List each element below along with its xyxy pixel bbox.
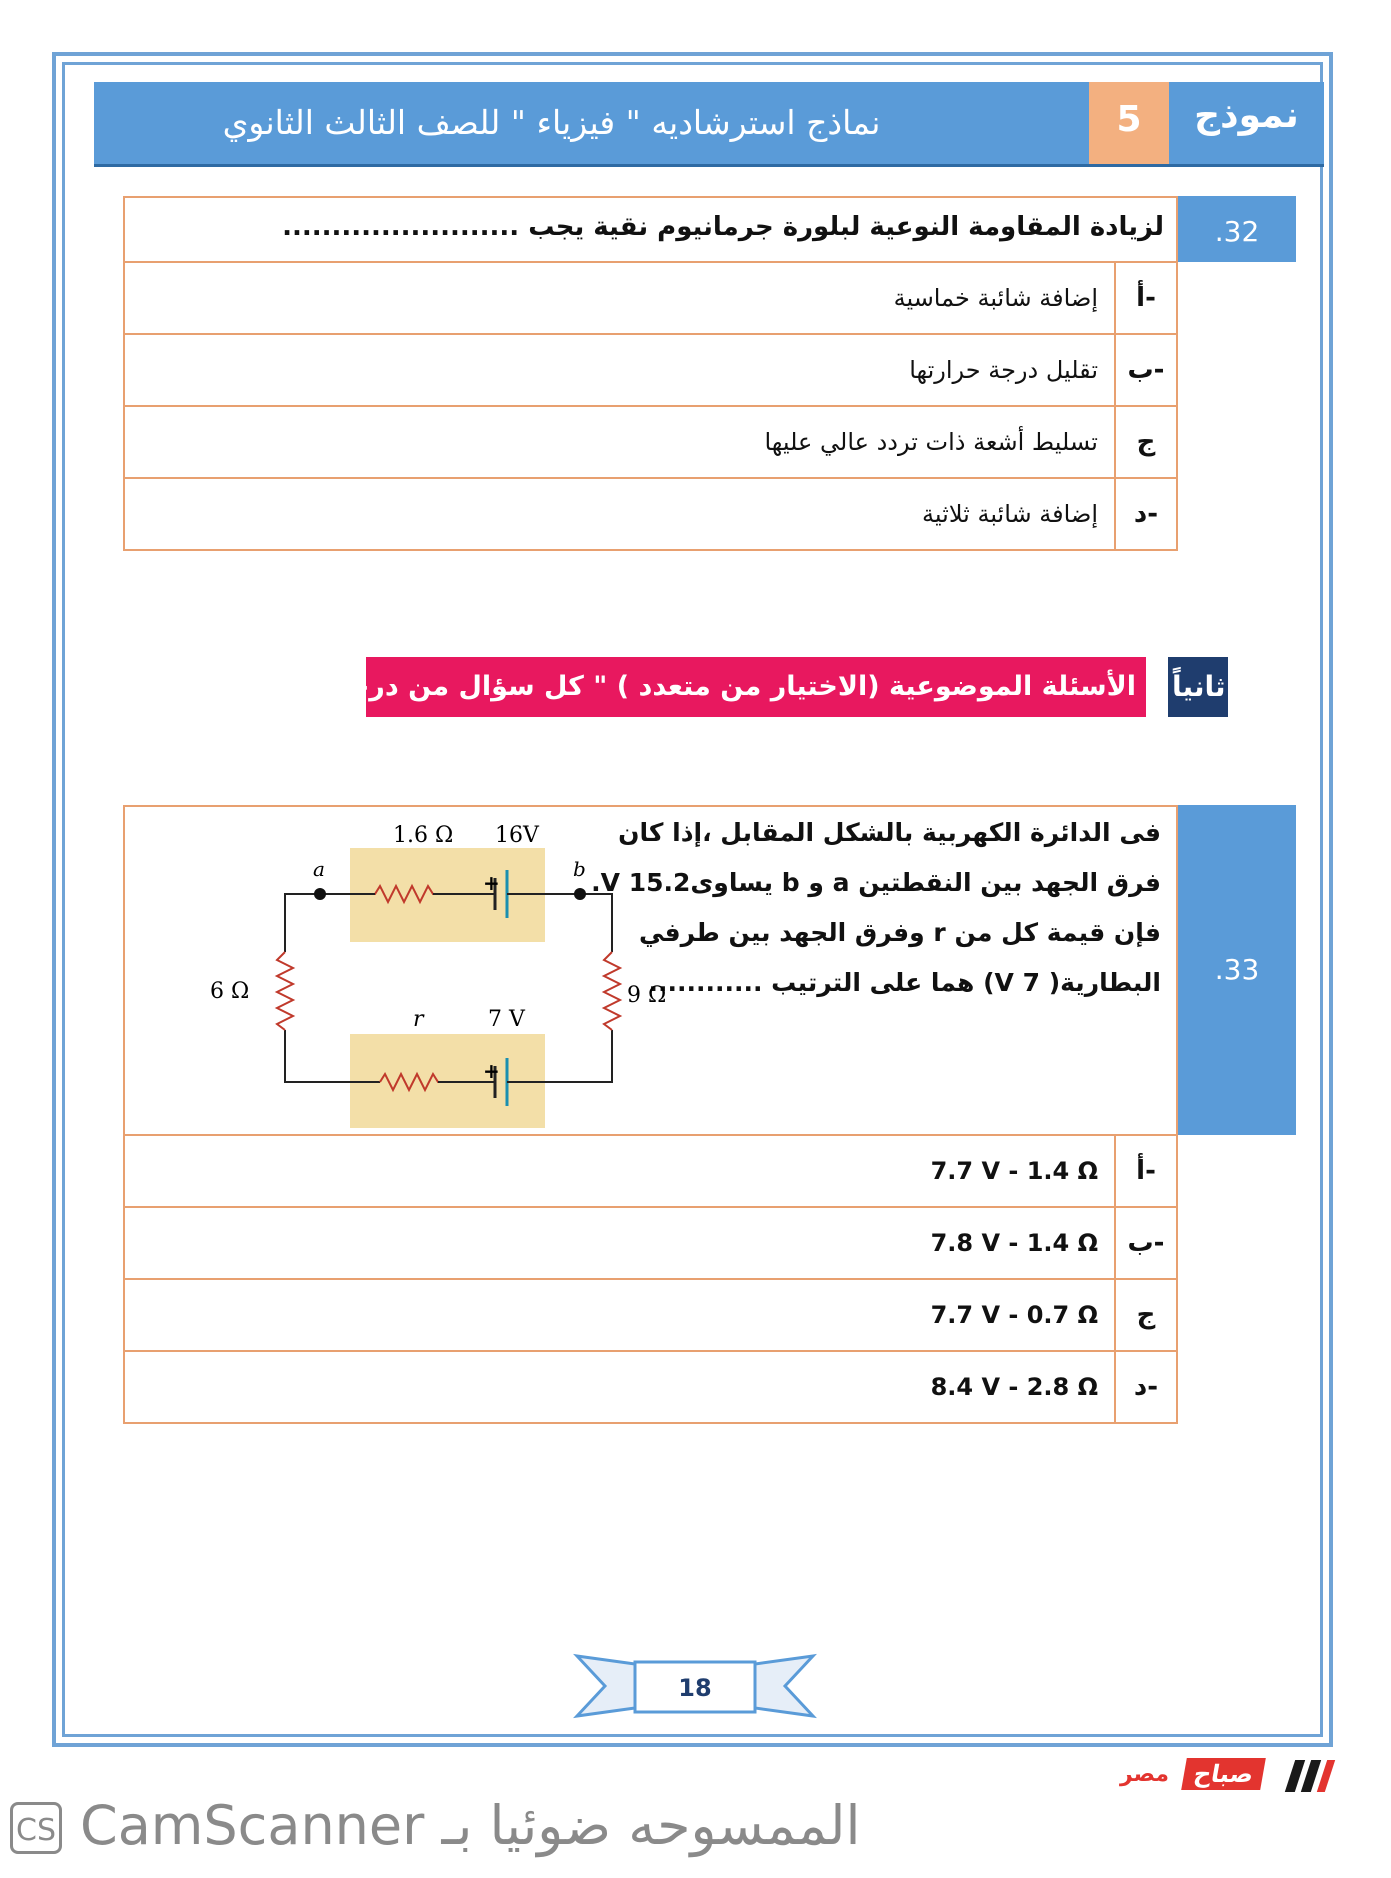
q32-stem-box — [123, 196, 1178, 263]
circuit-diagram — [195, 812, 675, 1132]
label-b: b — [573, 857, 586, 881]
q33-line-1: فى الدائرة الكهربية بالشكل المقابل ،إذا كان — [618, 818, 1161, 847]
option-letter: أ- — [1114, 1136, 1176, 1206]
q33-option-d[interactable] — [123, 1352, 1178, 1424]
q32-option-c[interactable] — [123, 407, 1178, 479]
option-letter: ب- — [1114, 335, 1176, 405]
plus-bottom: + — [483, 1059, 500, 1083]
label-a: a — [313, 857, 325, 881]
page-number: 18 — [678, 1674, 712, 1702]
label-v2: 7 V — [488, 1007, 525, 1032]
option-letter: د- — [1114, 1352, 1176, 1422]
page-header — [94, 82, 1324, 167]
point-b-dot — [574, 888, 586, 900]
q33-line-4: البطارية( 7 V) هما على الترتيب ............ — [648, 968, 1161, 997]
q32-option-a[interactable] — [123, 263, 1178, 335]
label-r: r — [413, 1007, 424, 1032]
resistor-9-ohm — [604, 952, 620, 1030]
option-letter: ب- — [1114, 1208, 1176, 1278]
section-badge: ثانياً — [1168, 657, 1228, 717]
q32-stem: لزيادة المقاومة النوعية لبلورة جرمانيوم نقية يجب ........................ — [282, 212, 1164, 242]
q32-number: .32 — [1178, 196, 1296, 262]
q33-option-a[interactable] — [123, 1136, 1178, 1208]
camscanner-text: CamScanner الممسوحه ضوئيا بـ — [80, 1794, 861, 1857]
option-text: تسليط أشعة ذات تردد عالي عليها — [764, 428, 1098, 456]
plus-top: + — [483, 871, 500, 895]
brand-logo — [1118, 1756, 1338, 1796]
brand-part1: صباح — [1181, 1758, 1266, 1790]
option-text: إضافة شائبة خماسية — [893, 284, 1098, 312]
option-text: 7.8 V - 1.4 Ω — [930, 1229, 1098, 1257]
option-text: تقليل درجة حرارتها — [909, 356, 1098, 384]
section-title: الأسئلة الموضوعية (الاختيار من متعدد ) " كل سؤال من درجتين " — [366, 657, 1146, 717]
option-text: 8.4 V - 2.8 Ω — [930, 1373, 1098, 1401]
resistor-6-ohm — [277, 952, 293, 1030]
option-letter: أ- — [1114, 263, 1176, 333]
option-letter: د- — [1114, 479, 1176, 549]
option-text: 7.7 V - 0.7 Ω — [930, 1301, 1098, 1329]
camscanner-logo-icon: CS — [10, 1802, 62, 1854]
q33-option-c[interactable] — [123, 1280, 1178, 1352]
option-text: 7.7 V - 1.4 Ω — [930, 1157, 1098, 1185]
option-text: إضافة شائبة ثلاثية — [922, 500, 1098, 528]
camscanner-watermark — [10, 1790, 1010, 1870]
model-label: نموذج — [1194, 95, 1299, 136]
q32-option-b[interactable] — [123, 335, 1178, 407]
label-9-ohm: 9 Ω — [627, 983, 667, 1008]
q33-number: .33 — [1178, 805, 1296, 1135]
brand-part2: مصر — [1120, 1762, 1169, 1787]
q33-line-3: فإن قيمة كل من r وفرق الجهد بين طرفي — [639, 918, 1161, 947]
q32-option-d[interactable] — [123, 479, 1178, 551]
option-letter: ج — [1114, 407, 1176, 477]
option-letter: ج — [1114, 1280, 1176, 1350]
point-a-dot — [314, 888, 326, 900]
label-v1: 16V — [495, 823, 539, 848]
q33-option-b[interactable] — [123, 1208, 1178, 1280]
q33-line-2: فرق الجهد بين النقطتين a و b يساوى15.2 V. — [591, 868, 1161, 897]
label-6-ohm: 6 Ω — [210, 979, 250, 1004]
header-title: نماذج استرشاديه " فيزياء " للصف الثالث الثانوي — [222, 103, 881, 142]
page-number-ribbon — [575, 1652, 815, 1720]
label-r1: 1.6 Ω — [393, 823, 454, 848]
model-number: 5 — [1089, 82, 1169, 164]
